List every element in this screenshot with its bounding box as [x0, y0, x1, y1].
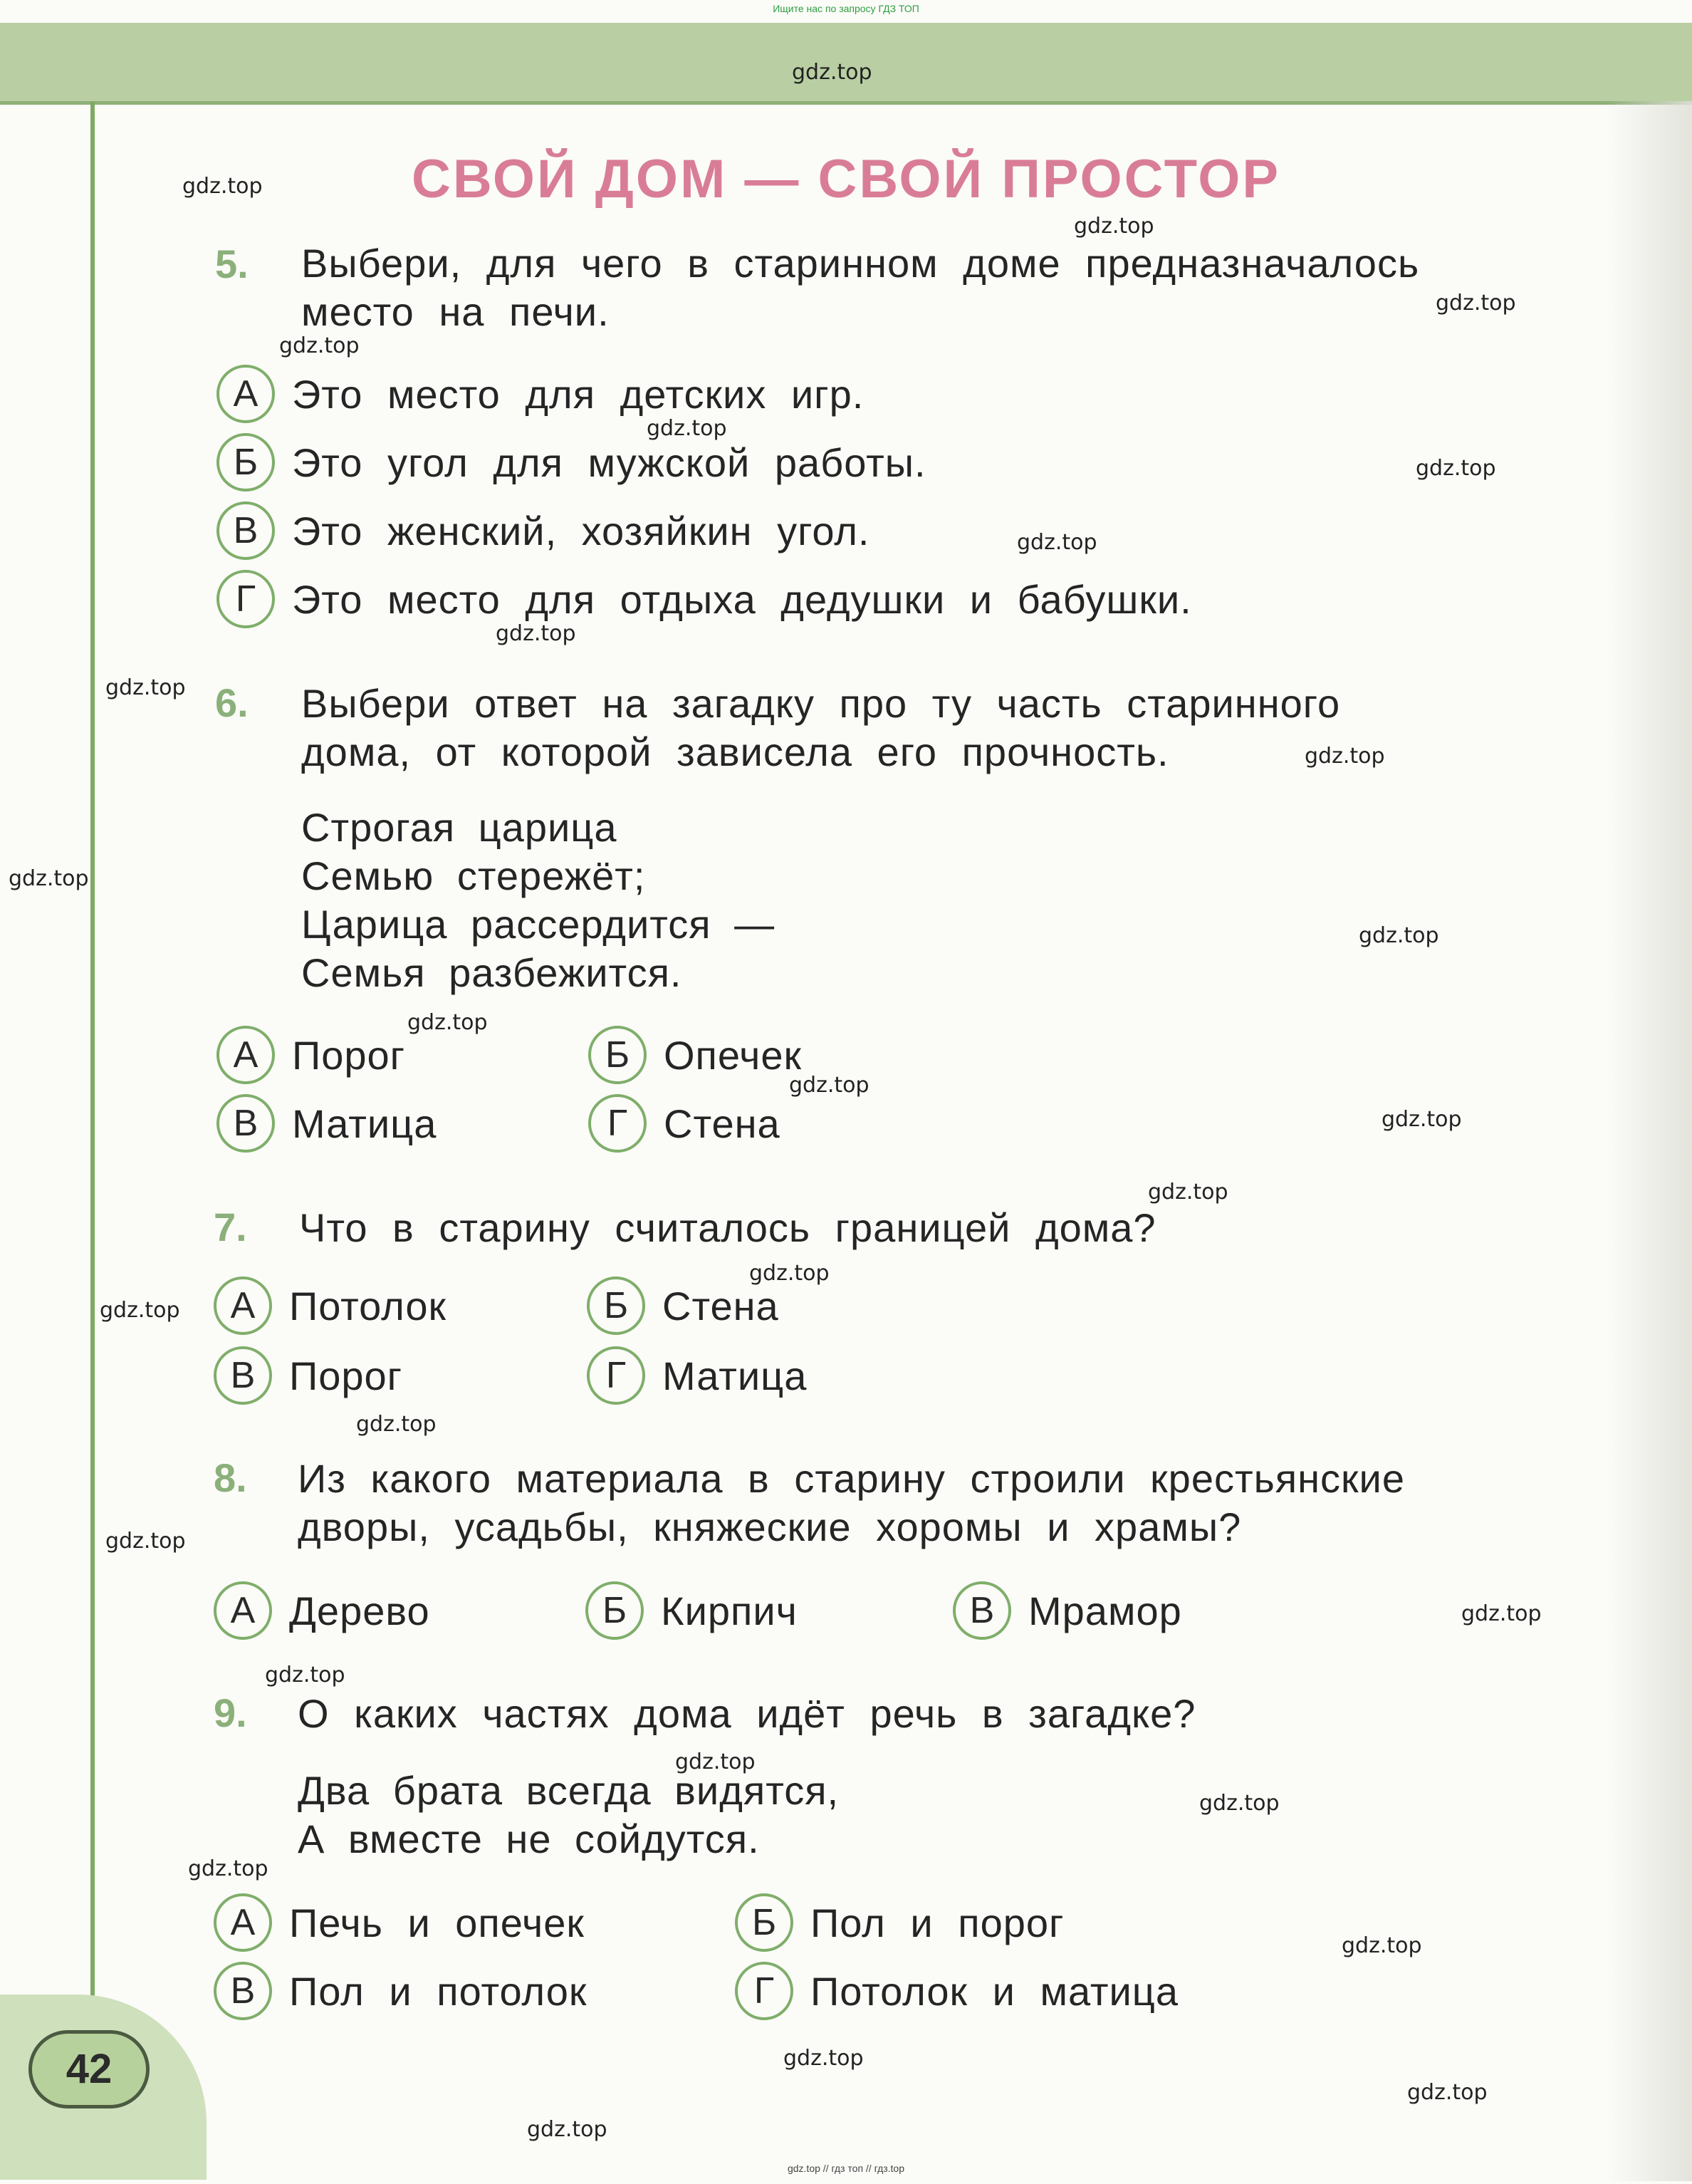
option-letter[interactable]: А — [214, 1581, 272, 1640]
option-text: Потолок — [289, 1283, 447, 1328]
option-text: Печь и опечек — [289, 1900, 585, 1945]
watermark: gdz.top — [749, 1261, 830, 1286]
question-6-line-1: Выбери ответ на загадку про ту часть старинного — [301, 681, 1341, 726]
option-text: Стена — [664, 1101, 780, 1146]
option-text: Потолок и матица — [810, 1968, 1179, 2014]
option-letter[interactable]: Г — [588, 1094, 647, 1153]
question-7-option-c[interactable] — [214, 1345, 402, 1406]
option-text: Кирпич — [661, 1588, 798, 1633]
watermark: gdz.top — [407, 1010, 488, 1035]
question-6-option-c[interactable] — [216, 1093, 437, 1154]
option-text: Порог — [292, 1032, 406, 1078]
question-6-option-a[interactable] — [216, 1024, 405, 1086]
watermark: gdz.top — [1436, 291, 1516, 316]
question-8-line-1: Из какого материала в старину строили крестьянские — [298, 1456, 1405, 1501]
option-letter[interactable]: А — [216, 1026, 275, 1084]
option-letter[interactable]: Б — [588, 1026, 647, 1084]
riddle-9-line-2: А вместе не сойдутся. — [298, 1816, 760, 1861]
option-letter[interactable]: В — [214, 1962, 272, 2020]
option-letter[interactable]: А — [214, 1276, 272, 1335]
option-letter[interactable]: Б — [216, 433, 275, 492]
top-note: Ищите нас по запросу ГДЗ ТОП — [773, 3, 919, 14]
question-5-line-1: Выбери, для чего в старинном доме предназначалось — [301, 241, 1420, 286]
question-6-line-2: дома, от которой зависела его прочность. — [301, 729, 1169, 774]
option-text: Матица — [292, 1101, 437, 1146]
watermark: gdz.top — [279, 333, 360, 358]
watermark: gdz.top — [1074, 214, 1154, 239]
watermark: gdz.top — [356, 1412, 437, 1437]
option-letter[interactable]: Б — [585, 1581, 644, 1640]
option-letter[interactable]: Г — [587, 1346, 645, 1405]
option-letter[interactable]: В — [216, 1094, 275, 1153]
page-number: 42 — [28, 2030, 150, 2108]
question-5-option-c[interactable] — [216, 500, 870, 561]
watermark: gdz.top — [1305, 744, 1385, 769]
question-9-number: 9. — [214, 1690, 247, 1735]
question-9-option-a[interactable] — [214, 1892, 585, 1953]
page-edge-shade — [1607, 101, 1692, 2181]
watermark: gdz.top — [9, 866, 89, 891]
question-8-line-2: дворы, усадьбы, княжеские хоромы и храмы? — [298, 1504, 1242, 1549]
watermark: gdz.top — [105, 1529, 186, 1554]
option-text: Пол и порог — [810, 1900, 1065, 1945]
question-5-option-a[interactable] — [216, 363, 864, 425]
option-letter[interactable]: В — [214, 1346, 272, 1405]
watermark: gdz.top — [265, 1663, 345, 1688]
question-9-option-b[interactable] — [735, 1892, 1064, 1953]
option-letter[interactable]: А — [214, 1893, 272, 1952]
option-letter[interactable]: Б — [587, 1276, 645, 1335]
question-8-option-c[interactable] — [953, 1580, 1182, 1641]
option-text: Пол и потолок — [289, 1968, 588, 2014]
riddle-6-line-4: Семья разбежится. — [301, 950, 682, 995]
question-8-option-b[interactable] — [585, 1580, 798, 1641]
question-7-option-a[interactable] — [214, 1275, 446, 1336]
watermark: gdz.top — [527, 2117, 607, 2142]
option-text: Дерево — [289, 1588, 430, 1633]
watermark: gdz.top — [188, 1856, 268, 1881]
option-letter[interactable]: Г — [216, 570, 275, 628]
watermark: gdz.top — [1461, 1601, 1542, 1626]
option-text: Стена — [662, 1283, 779, 1328]
question-7-option-d[interactable] — [587, 1345, 807, 1406]
watermark: gdz.top — [647, 416, 727, 441]
question-6-option-d[interactable] — [588, 1093, 780, 1154]
watermark: gdz.top — [182, 174, 263, 199]
watermark: gdz.top — [1017, 530, 1097, 555]
option-letter[interactable]: В — [216, 501, 275, 560]
question-5-option-b[interactable] — [216, 432, 926, 493]
watermark: gdz.top — [1148, 1180, 1228, 1205]
question-7-line-1: Что в старину считалось границей дома? — [299, 1205, 1156, 1250]
watermark: gdz.top — [675, 1749, 756, 1774]
question-9-line-1: О каких частях дома идёт речь в загадке? — [298, 1691, 1196, 1736]
question-8-number: 8. — [214, 1455, 247, 1500]
option-text: Это место для отдыха дедушки и бабушки. — [292, 576, 1192, 622]
option-text: Опечек — [664, 1032, 802, 1078]
page-title: СВОЙ ДОМ — СВОЙ ПРОСТОР — [411, 149, 1281, 209]
watermark: gdz.top — [1416, 456, 1496, 481]
question-5-option-d[interactable] — [216, 568, 1192, 630]
option-text: Это место для детских игр. — [292, 371, 865, 417]
question-6-number: 6. — [215, 680, 249, 725]
watermark: gdz.top — [789, 1073, 870, 1098]
option-letter[interactable]: Б — [735, 1893, 793, 1952]
watermark: gdz.top — [783, 2046, 864, 2071]
question-9-option-d[interactable] — [735, 1960, 1179, 2022]
watermark: gdz.top — [1407, 2080, 1488, 2105]
question-7-number: 7. — [214, 1205, 247, 1249]
option-text: Порог — [289, 1353, 403, 1398]
option-letter[interactable]: В — [953, 1581, 1011, 1640]
watermark: gdz.top — [1382, 1107, 1462, 1132]
option-text: Матица — [662, 1353, 808, 1398]
option-letter[interactable]: Г — [735, 1962, 793, 2020]
watermark: gdz.top — [1199, 1791, 1280, 1816]
question-9-option-c[interactable] — [214, 1960, 587, 2022]
watermark: gdz.top — [496, 621, 576, 646]
option-letter[interactable]: А — [216, 365, 275, 423]
question-5-line-2: место на печи. — [301, 289, 610, 334]
left-margin-rule — [90, 101, 95, 2039]
riddle-9-line-1: Два брата всегда видятся, — [298, 1768, 840, 1813]
bottom-note: gdz.top // гдз топ // гдз.top — [787, 2163, 905, 2174]
riddle-6-line-3: Царица рассердится — — [301, 902, 776, 947]
watermark: gdz.top — [1342, 1933, 1422, 1958]
riddle-6-line-2: Семью стережёт; — [301, 853, 646, 898]
question-5-number: 5. — [215, 241, 249, 286]
watermark: gdz.top — [792, 60, 872, 85]
watermark: gdz.top — [1359, 923, 1439, 948]
option-text: Это угол для мужской работы. — [292, 440, 926, 485]
riddle-6-line-1: Строгая царица — [301, 805, 617, 850]
watermark: gdz.top — [100, 1298, 180, 1323]
watermark: gdz.top — [105, 675, 186, 700]
question-8-option-a[interactable] — [214, 1580, 430, 1641]
option-text: Это женский, хозяйкин угол. — [292, 508, 870, 553]
option-text: Мрамор — [1028, 1588, 1182, 1633]
question-6-option-b[interactable] — [588, 1024, 802, 1086]
